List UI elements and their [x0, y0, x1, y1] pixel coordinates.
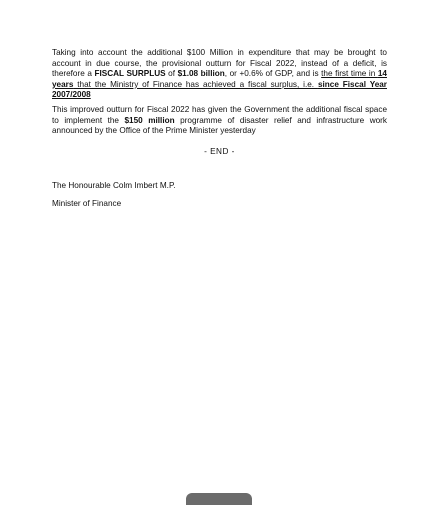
page-navigation-tab[interactable] — [186, 493, 252, 505]
paragraph-fiscal-surplus — [52, 48, 387, 101]
underlined-text: the first time in — [321, 69, 378, 79]
bold-underlined-text: since Fiscal Year 2007/2008 — [52, 79, 387, 100]
text-run: This improved outturn for Fiscal 2022 has given the Government the additional fiscal space to implement the — [52, 104, 387, 125]
underlined-text: that the Ministry of Finance has achieved a fiscal surplus, i.e. — [73, 79, 318, 89]
bold-text: $1.08 billion — [177, 69, 225, 79]
bold-underlined-text: 14 years — [52, 69, 387, 89]
text-run: Taking into account the additional $100 Million in expenditure that may be brought to account in due course, the provisional outturn for Fiscal 2022, instead of a deficit, is therefore a — [52, 48, 387, 79]
signatory-title: Minister of Finance — [52, 198, 122, 208]
signature-block — [52, 181, 387, 209]
end-marker: - END - — [204, 146, 235, 156]
text-run: programme of disaster relief and infrastructure work announced by the Office of the Prime Minister yesterday — [52, 115, 387, 136]
bold-text: $150 million — [124, 115, 175, 125]
document-body — [52, 48, 387, 217]
text-run: of — [165, 69, 178, 79]
signatory-name: The Honourable Colm Imbert M.P. — [52, 181, 176, 191]
paragraph-improved-outturn — [52, 105, 387, 137]
text-run: , or +0.6% of GDP, and is — [224, 69, 322, 79]
bold-text: FISCAL SURPLUS — [94, 69, 166, 79]
